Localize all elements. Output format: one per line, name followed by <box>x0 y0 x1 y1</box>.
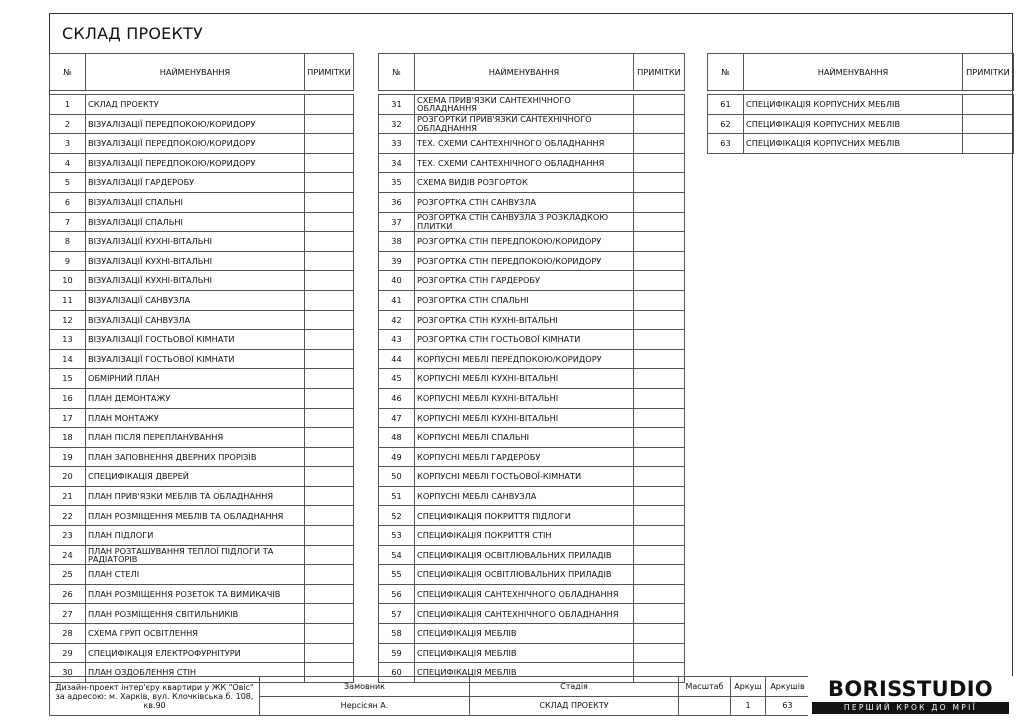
row-notes <box>305 349 354 369</box>
table-row <box>50 428 354 448</box>
row-title: ПЛАН МОНТАЖУ <box>86 408 305 428</box>
row-number: 32 <box>379 114 415 134</box>
table-row <box>50 545 354 565</box>
row-number: 17 <box>50 408 86 428</box>
table-row <box>708 114 1014 134</box>
row-notes <box>634 467 685 487</box>
row-number: 47 <box>379 408 415 428</box>
row-title: ВІЗУАЛІЗАЦІЇ ПЕРЕДПОКОЮ/КОРИДОРУ <box>86 153 305 173</box>
row-number: 22 <box>50 506 86 526</box>
row-number: 54 <box>379 545 415 565</box>
row-notes <box>305 526 354 546</box>
table-row <box>379 604 685 624</box>
table-row <box>708 134 1014 154</box>
row-number: 31 <box>379 95 415 115</box>
table-row <box>379 310 685 330</box>
row-title: СПЕЦИФІКАЦІЯ ДВЕРЕЙ <box>86 467 305 487</box>
header-num: № <box>708 54 744 91</box>
table-row <box>379 153 685 173</box>
row-title: РОЗГОРТКА СТІН САНВУЗЛА <box>415 192 634 212</box>
row-title: РОЗГОРТКА СТІН ПЕРЕДПОКОЮ/КОРИДОРУ <box>415 232 634 252</box>
header-notes: ПРИМІТКИ <box>305 54 354 91</box>
row-notes <box>634 212 685 232</box>
row-number: 14 <box>50 349 86 369</box>
row-number: 61 <box>708 95 744 115</box>
row-number: 51 <box>379 486 415 506</box>
row-notes <box>963 95 1014 115</box>
table-row <box>379 408 685 428</box>
table-row <box>50 134 354 154</box>
row-notes <box>634 565 685 585</box>
table-row <box>50 369 354 389</box>
row-number: 55 <box>379 565 415 585</box>
row-title: СПЕЦИФІКАЦІЯ ОСВІТЛЮВАЛЬНИХ ПРИЛАДІВ <box>415 545 634 565</box>
row-number: 9 <box>50 251 86 271</box>
table-row <box>50 584 354 604</box>
table-row <box>50 506 354 526</box>
row-notes <box>305 584 354 604</box>
row-title: ВІЗУАЛІЗАЦІЇ ПЕРЕДПОКОЮ/КОРИДОРУ <box>86 134 305 154</box>
table-row <box>379 388 685 408</box>
title-block <box>49 676 809 716</box>
row-notes <box>634 232 685 252</box>
table-row <box>708 95 1014 115</box>
row-notes <box>305 565 354 585</box>
table-row <box>50 310 354 330</box>
row-title: КОРПУСНІ МЕБЛІ САНВУЗЛА <box>415 486 634 506</box>
row-notes <box>305 290 354 310</box>
row-number: 28 <box>50 624 86 644</box>
table-row <box>379 624 685 644</box>
row-notes <box>634 506 685 526</box>
table-row <box>50 271 354 291</box>
row-title: ВІЗУАЛІЗАЦІЇ ГАРДЕРОБУ <box>86 173 305 193</box>
row-title: РОЗГОРТКА СТІН ГАРДЕРОБУ <box>415 271 634 291</box>
table-row <box>50 388 354 408</box>
contents-table-3 <box>707 53 1014 154</box>
row-title: КОРПУСНІ МЕБЛІ ГОСТЬОВОЇ-КІМНАТИ <box>415 467 634 487</box>
row-notes <box>634 95 685 115</box>
row-notes <box>634 369 685 389</box>
table-row <box>50 173 354 193</box>
table-row <box>50 212 354 232</box>
row-number: 33 <box>379 134 415 154</box>
table-row <box>50 643 354 663</box>
row-number: 49 <box>379 447 415 467</box>
table-row <box>50 624 354 644</box>
row-notes <box>634 251 685 271</box>
row-number: 7 <box>50 212 86 232</box>
row-title: СПЕЦИФІКАЦІЯ КОРПУСНИХ МЕБЛІВ <box>744 114 963 134</box>
table-row <box>50 251 354 271</box>
row-title: СПЕЦИФІКАЦІЯ МЕБЛІВ <box>415 663 634 683</box>
table-row <box>50 408 354 428</box>
table-row <box>379 526 685 546</box>
sheets-value: 63 <box>766 696 810 716</box>
row-title: ВІЗУАЛІЗАЦІЇ САНВУЗЛА <box>86 310 305 330</box>
project-description: Дизайн-проект інтер'єру квартири у ЖК "Овіс" за адресою: м. Харків, вул. Клочківська б. 108, кв.90 <box>50 677 260 716</box>
row-title: СПЕЦИФІКАЦІЯ САНТЕХНІЧНОГО ОБЛАДНАННЯ <box>415 584 634 604</box>
table-row <box>379 545 685 565</box>
row-notes <box>305 428 354 448</box>
stage-value: СКЛАД ПРОЕКТУ <box>470 696 679 716</box>
table-row <box>379 565 685 585</box>
row-number: 13 <box>50 330 86 350</box>
row-title: ВІЗУАЛІЗАЦІЇ ГОСТЬОВОЇ КІМНАТИ <box>86 349 305 369</box>
row-title: СПЕЦИФІКАЦІЯ МЕБЛІВ <box>415 624 634 644</box>
row-notes <box>305 153 354 173</box>
row-number: 10 <box>50 271 86 291</box>
row-title: ПЛАН ДЕМОНТАЖУ <box>86 388 305 408</box>
row-number: 26 <box>50 584 86 604</box>
row-number: 18 <box>50 428 86 448</box>
row-title: КОРПУСНІ МЕБЛІ КУХНІ-ВІТАЛЬНІ <box>415 408 634 428</box>
row-number: 48 <box>379 428 415 448</box>
logo-tagline: ПЕРШИЙ КРОК ДО МРІЇ <box>812 702 1009 714</box>
row-title: ОБМІРНИЙ ПЛАН <box>86 369 305 389</box>
row-title: СПЕЦИФІКАЦІЯ ЕЛЕКТРОФУРНІТУРИ <box>86 643 305 663</box>
logo-name: BORISSTUDIO <box>828 677 993 701</box>
stage-label: Стадія <box>470 677 679 697</box>
row-notes <box>305 271 354 291</box>
row-title: ВІЗУАЛІЗАЦІЇ СПАЛЬНІ <box>86 212 305 232</box>
row-number: 38 <box>379 232 415 252</box>
table-row <box>50 467 354 487</box>
row-number: 56 <box>379 584 415 604</box>
client-label: Замовник <box>260 677 470 697</box>
row-title: СХЕМА ГРУП ОСВІТЛЕННЯ <box>86 624 305 644</box>
table-row <box>379 447 685 467</box>
table-row <box>379 134 685 154</box>
row-notes <box>305 192 354 212</box>
row-title: ПЛАН ПРИВ'ЯЗКИ МЕБЛІВ ТА ОБЛАДНАННЯ <box>86 486 305 506</box>
row-notes <box>634 290 685 310</box>
row-number: 19 <box>50 447 86 467</box>
row-notes <box>305 447 354 467</box>
table-row <box>379 212 685 232</box>
table-row <box>379 428 685 448</box>
row-number: 3 <box>50 134 86 154</box>
table-row <box>50 447 354 467</box>
row-number: 12 <box>50 310 86 330</box>
table-row <box>379 173 685 193</box>
table-row <box>379 271 685 291</box>
row-number: 21 <box>50 486 86 506</box>
row-title: КОРПУСНІ МЕБЛІ КУХНІ-ВІТАЛЬНІ <box>415 388 634 408</box>
row-notes <box>634 447 685 467</box>
table-row <box>50 95 354 115</box>
row-title: ВІЗУАЛІЗАЦІЇ КУХНІ-ВІТАЛЬНІ <box>86 271 305 291</box>
row-number: 57 <box>379 604 415 624</box>
table-row <box>50 192 354 212</box>
table-row <box>379 467 685 487</box>
row-notes <box>305 251 354 271</box>
row-title: ТЕХ. СХЕМИ САНТЕХНІЧНОГО ОБЛАДНАННЯ <box>415 134 634 154</box>
row-number: 6 <box>50 192 86 212</box>
row-notes <box>963 134 1014 154</box>
row-title: ПЛАН ОЗДОБЛЕННЯ СТІН <box>86 663 305 683</box>
row-title: СПЕЦИФІКАЦІЯ КОРПУСНИХ МЕБЛІВ <box>744 134 963 154</box>
row-notes <box>305 604 354 624</box>
row-title: ПЛАН РОЗМІЩЕННЯ РОЗЕТОК ТА ВИМИКАЧІВ <box>86 584 305 604</box>
row-notes <box>305 624 354 644</box>
row-notes <box>634 349 685 369</box>
row-title: СХЕМА ВИДІВ РОЗГОРТОК <box>415 173 634 193</box>
row-title: СКЛАД ПРОЕКТУ <box>86 95 305 115</box>
row-notes <box>305 95 354 115</box>
row-title: ВІЗУАЛІЗАЦІЇ СПАЛЬНІ <box>86 192 305 212</box>
row-notes <box>634 486 685 506</box>
table-row <box>379 192 685 212</box>
row-number: 52 <box>379 506 415 526</box>
row-number: 11 <box>50 290 86 310</box>
row-number: 37 <box>379 212 415 232</box>
row-notes <box>634 643 685 663</box>
row-number: 36 <box>379 192 415 212</box>
row-title: ПЛАН РОЗМІЩЕННЯ МЕБЛІВ ТА ОБЛАДНАННЯ <box>86 506 305 526</box>
table-row <box>379 486 685 506</box>
row-number: 2 <box>50 114 86 134</box>
row-notes <box>634 624 685 644</box>
row-title: КОРПУСНІ МЕБЛІ КУХНІ-ВІТАЛЬНІ <box>415 369 634 389</box>
table-row <box>379 114 685 134</box>
header-num: № <box>379 54 415 91</box>
row-title: РОЗГОРТКА СТІН ПЕРЕДПОКОЮ/КОРИДОРУ <box>415 251 634 271</box>
row-number: 15 <box>50 369 86 389</box>
row-number: 50 <box>379 467 415 487</box>
row-title: ПЛАН РОЗМІЩЕННЯ СВІТИЛЬНИКІВ <box>86 604 305 624</box>
table-row <box>379 95 685 115</box>
row-title: ПЛАН РОЗТАШУВАННЯ ТЕПЛОЇ ПІДЛОГИ ТА РАДІАТОРІВ <box>86 545 305 565</box>
row-title: ВІЗУАЛІЗАЦІЇ КУХНІ-ВІТАЛЬНІ <box>86 251 305 271</box>
table-row <box>50 330 354 350</box>
header-name: НАЙМЕНУВАННЯ <box>86 54 305 91</box>
row-notes <box>305 134 354 154</box>
row-title: РОЗГОРТКА СТІН КУХНІ-ВІТАЛЬНІ <box>415 310 634 330</box>
table-row <box>379 349 685 369</box>
row-notes <box>634 584 685 604</box>
table-row <box>379 232 685 252</box>
sheet-label: Аркуш <box>731 677 766 697</box>
row-number: 29 <box>50 643 86 663</box>
row-title: ВІЗУАЛІЗАЦІЇ САНВУЗЛА <box>86 290 305 310</box>
row-notes <box>305 232 354 252</box>
row-number: 59 <box>379 643 415 663</box>
contents-table-1 <box>49 53 354 683</box>
row-notes <box>634 408 685 428</box>
table-row <box>379 330 685 350</box>
studio-logo <box>808 676 1013 716</box>
row-number: 27 <box>50 604 86 624</box>
row-number: 16 <box>50 388 86 408</box>
row-title: СПЕЦИФІКАЦІЯ КОРПУСНИХ МЕБЛІВ <box>744 95 963 115</box>
table-row <box>50 526 354 546</box>
row-number: 44 <box>379 349 415 369</box>
table-row <box>50 232 354 252</box>
row-title: СПЕЦИФІКАЦІЯ МЕБЛІВ <box>415 643 634 663</box>
table-header-row <box>708 54 1014 91</box>
row-title: КОРПУСНІ МЕБЛІ ГАРДЕРОБУ <box>415 447 634 467</box>
row-notes <box>634 330 685 350</box>
row-title: ВІЗУАЛІЗАЦІЇ КУХНІ-ВІТАЛЬНІ <box>86 232 305 252</box>
row-title: СПЕЦИФІКАЦІЯ ПОКРИТТЯ СТІН <box>415 526 634 546</box>
row-number: 40 <box>379 271 415 291</box>
table-row <box>379 506 685 526</box>
row-number: 45 <box>379 369 415 389</box>
table-row <box>50 114 354 134</box>
row-notes <box>305 173 354 193</box>
row-number: 25 <box>50 565 86 585</box>
row-title: СХЕМА ПРИВ'ЯЗКИ САНТЕХНІЧНОГО ОБЛАДНАННЯ <box>415 95 634 115</box>
row-title: СПЕЦИФІКАЦІЯ ПОКРИТТЯ ПІДЛОГИ <box>415 506 634 526</box>
contents-table-2 <box>378 53 685 683</box>
row-number: 58 <box>379 624 415 644</box>
table-row <box>379 369 685 389</box>
page-title: СКЛАД ПРОЕКТУ <box>62 24 203 43</box>
table-row <box>50 290 354 310</box>
row-notes <box>634 310 685 330</box>
row-notes <box>634 134 685 154</box>
row-notes <box>634 173 685 193</box>
row-title: КОРПУСНІ МЕБЛІ ПЕРЕДПОКОЮ/КОРИДОРУ <box>415 349 634 369</box>
row-title: СПЕЦИФІКАЦІЯ САНТЕХНІЧНОГО ОБЛАДНАННЯ <box>415 604 634 624</box>
header-notes: ПРИМІТКИ <box>963 54 1014 91</box>
row-number: 63 <box>708 134 744 154</box>
header-num: № <box>50 54 86 91</box>
row-notes <box>305 388 354 408</box>
row-title: ПЛАН СТЕЛІ <box>86 565 305 585</box>
row-notes <box>305 506 354 526</box>
row-notes <box>634 153 685 173</box>
row-notes <box>634 388 685 408</box>
row-title: ВІЗУАЛІЗАЦІЇ ГОСТЬОВОЇ КІМНАТИ <box>86 330 305 350</box>
row-title: РОЗГОРТКИ ПРИВ'ЯЗКИ САНТЕХНІЧНОГО ОБЛАДНАННЯ <box>415 114 634 134</box>
scale-label: Масштаб <box>679 677 731 697</box>
row-number: 34 <box>379 153 415 173</box>
table-row <box>50 604 354 624</box>
row-notes <box>305 212 354 232</box>
table-row <box>379 290 685 310</box>
row-number: 39 <box>379 251 415 271</box>
table-row <box>379 251 685 271</box>
row-number: 60 <box>379 663 415 683</box>
row-notes <box>634 526 685 546</box>
table-row <box>50 486 354 506</box>
row-number: 43 <box>379 330 415 350</box>
client-value: Нерсісян А. <box>260 696 470 716</box>
row-title: ТЕХ. СХЕМИ САНТЕХНІЧНОГО ОБЛАДНАННЯ <box>415 153 634 173</box>
table-row <box>50 349 354 369</box>
row-title: СПЕЦИФІКАЦІЯ ОСВІТЛЮВАЛЬНИХ ПРИЛАДІВ <box>415 565 634 585</box>
row-number: 62 <box>708 114 744 134</box>
row-title: КОРПУСНІ МЕБЛІ СПАЛЬНІ <box>415 428 634 448</box>
row-notes <box>305 330 354 350</box>
row-notes <box>963 114 1014 134</box>
row-notes <box>305 643 354 663</box>
row-notes <box>305 310 354 330</box>
row-number: 5 <box>50 173 86 193</box>
row-notes <box>305 369 354 389</box>
row-number: 20 <box>50 467 86 487</box>
table-header-row <box>50 54 354 91</box>
scale-value <box>679 696 731 716</box>
row-number: 30 <box>50 663 86 683</box>
header-name: НАЙМЕНУВАННЯ <box>415 54 634 91</box>
header-name: НАЙМЕНУВАННЯ <box>744 54 963 91</box>
row-number: 8 <box>50 232 86 252</box>
sheet-value: 1 <box>731 696 766 716</box>
row-title: ПЛАН ПІСЛЯ ПЕРЕПЛАНУВАННЯ <box>86 428 305 448</box>
row-number: 23 <box>50 526 86 546</box>
sheets-label: Аркушів <box>766 677 810 697</box>
row-notes <box>305 486 354 506</box>
row-notes <box>305 114 354 134</box>
row-title: ВІЗУАЛІЗАЦІЇ ПЕРЕДПОКОЮ/КОРИДОРУ <box>86 114 305 134</box>
table-header-row <box>379 54 685 91</box>
row-number: 46 <box>379 388 415 408</box>
row-number: 53 <box>379 526 415 546</box>
row-notes <box>634 192 685 212</box>
row-notes <box>305 545 354 565</box>
table-row <box>50 565 354 585</box>
row-notes <box>634 271 685 291</box>
row-number: 35 <box>379 173 415 193</box>
row-title: ПЛАН ПІДЛОГИ <box>86 526 305 546</box>
row-title: ПЛАН ЗАПОВНЕННЯ ДВЕРНИХ ПРОРІЗІВ <box>86 447 305 467</box>
row-notes <box>634 114 685 134</box>
table-row <box>379 643 685 663</box>
row-number: 4 <box>50 153 86 173</box>
row-number: 42 <box>379 310 415 330</box>
row-title: РОЗГОРТКА СТІН ГОСТЬОВОЇ КІМНАТИ <box>415 330 634 350</box>
row-notes <box>634 545 685 565</box>
row-notes <box>634 428 685 448</box>
table-row <box>50 153 354 173</box>
row-title: РОЗГОРТКА СТІН СПАЛЬНІ <box>415 290 634 310</box>
row-notes <box>305 408 354 428</box>
row-number: 41 <box>379 290 415 310</box>
row-number: 24 <box>50 545 86 565</box>
table-row <box>379 584 685 604</box>
header-notes: ПРИМІТКИ <box>634 54 685 91</box>
row-number: 1 <box>50 95 86 115</box>
row-notes <box>634 604 685 624</box>
row-title: РОЗГОРТКА СТІН САНВУЗЛА З РОЗКЛАДКОЮ ПЛИТКИ <box>415 212 634 232</box>
row-notes <box>305 467 354 487</box>
